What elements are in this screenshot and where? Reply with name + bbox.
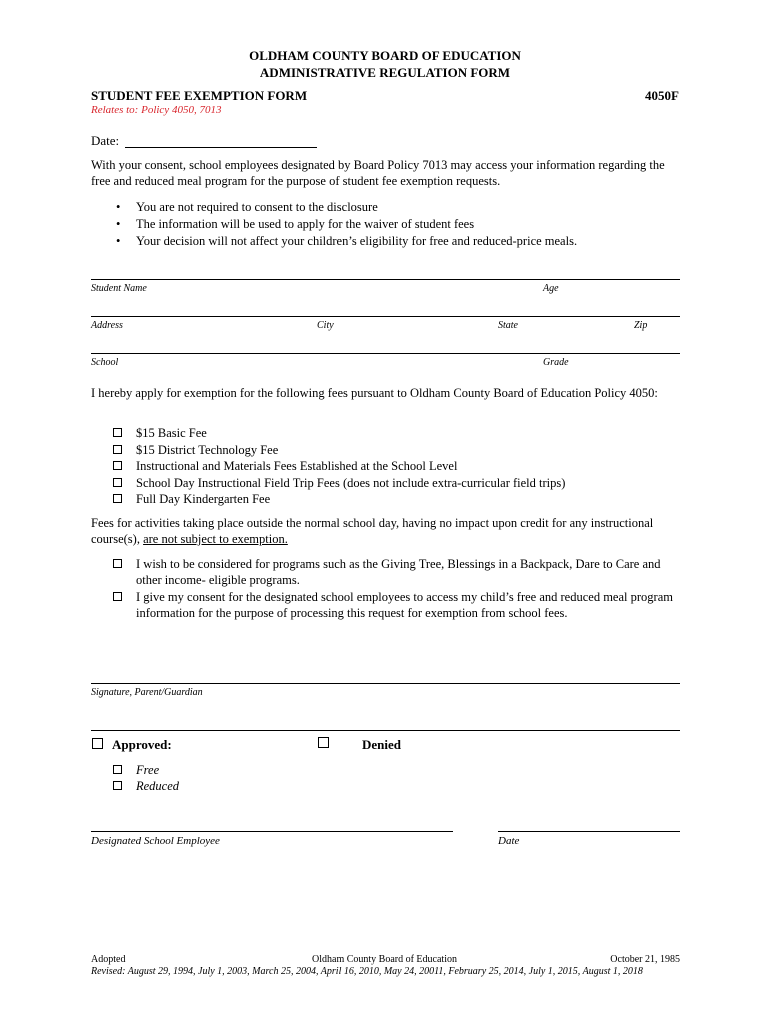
signature-label: Signature, Parent/Guardian [91,687,203,698]
employee-date-label: Date [498,835,520,847]
age-label: Age [543,283,559,294]
outside-note [91,515,661,547]
student-name-label: Student Name [91,283,147,294]
approved-label: Approved: [112,737,172,752]
fee-item: $15 District Technology Fee [136,443,279,457]
address-line[interactable] [91,316,680,317]
fee-checkbox[interactable] [113,428,122,437]
exemption-intro: I hereby apply for exemption for the following fees pursuant to Oldham County Board of Education Policy 4050: [91,386,658,400]
form-title: STUDENT FEE EXEMPTION FORM [91,88,308,103]
state-label: State [498,320,518,331]
relates-to: Relates to: Policy 4050, 7013 [91,104,222,116]
fee-item: School Day Instructional Field Trip Fees (does not include extra-curricular field trips) [136,476,566,490]
fee-checkbox[interactable] [113,461,122,470]
employee-date-line[interactable] [498,831,680,832]
footer-adopted: Adopted [91,954,126,965]
reduced-checkbox[interactable] [113,781,122,790]
fee-item: $15 Basic Fee [136,426,207,440]
address-label: Address [91,320,123,331]
org-title: OLDHAM COUNTY BOARD OF EDUCATION [249,48,521,63]
form-code: 4050F [645,88,679,103]
bullet-dot: • [116,234,121,248]
zip-label: Zip [634,320,648,331]
grade-label: Grade [543,357,569,368]
decision-divider [91,730,680,731]
fee-item: Instructional and Materials Fees Established at the School Level [136,459,458,473]
city-label: City [317,320,334,331]
signature-line[interactable] [91,683,680,684]
employee-signature-line[interactable] [91,831,453,832]
program-checkbox[interactable] [113,559,122,568]
consent-bullet: Your decision will not affect your children’s eligibility for free and reduced-price meals. [136,234,578,248]
denied-checkbox[interactable] [318,737,329,748]
date-field[interactable] [125,147,317,148]
free-label: Free [136,763,160,777]
school-line[interactable] [91,353,680,354]
outside-note-emphasis: are not subject to exemption. [143,532,288,546]
approved-checkbox[interactable] [92,738,103,749]
outside-note-text: Fees for activities taking place outside the normal school day, having no impact upon credit for any instructional course(s), [91,516,654,546]
bullet-dot: • [116,200,121,214]
footer-revised: Revised: August 29, 1994, July 1, 2003, March 25, 2004, April 16, 2010, May 24, 20011, February 25, 2014, July 1, 2015, August 1, 2018 [91,966,643,977]
fee-item: Full Day Kindergarten Fee [136,492,271,506]
footer-org: Oldham County Board of Education [312,954,457,965]
student-name-line[interactable] [91,279,680,280]
footer-adopted-date: October 21, 1985 [610,954,680,965]
denied-label: Denied [362,737,401,752]
school-label: School [91,357,119,368]
fee-checkbox[interactable] [113,445,122,454]
free-checkbox[interactable] [113,765,122,774]
form-type: ADMINISTRATIVE REGULATION FORM [259,65,511,80]
reduced-label: Reduced [136,779,180,793]
fee-checkbox[interactable] [113,478,122,487]
fee-checkbox[interactable] [113,494,122,503]
consent-checkbox[interactable] [113,592,122,601]
program-item: I wish to be considered for programs such as the Giving Tree, Blessings in a Backpack, Dare to Care and other income- eligible programs. [136,557,661,587]
bullet-dot: • [116,217,121,231]
consent-intro: With your consent, school employees designated by Board Policy 7013 may access your information regarding the free and reduced meal program for the purpose of student fee exemption requests. [91,158,665,188]
employee-label: Designated School Employee [91,835,220,847]
program-item: I give my consent for the designated school employees to access my child’s free and reduced meal program information for the purpose of processing this request for exemption from school fees. [136,590,673,620]
consent-bullet: The information will be used to apply for the waiver of student fees [136,217,475,231]
consent-bullet: You are not required to consent to the disclosure [136,200,378,214]
date-label: Date: [91,133,120,148]
